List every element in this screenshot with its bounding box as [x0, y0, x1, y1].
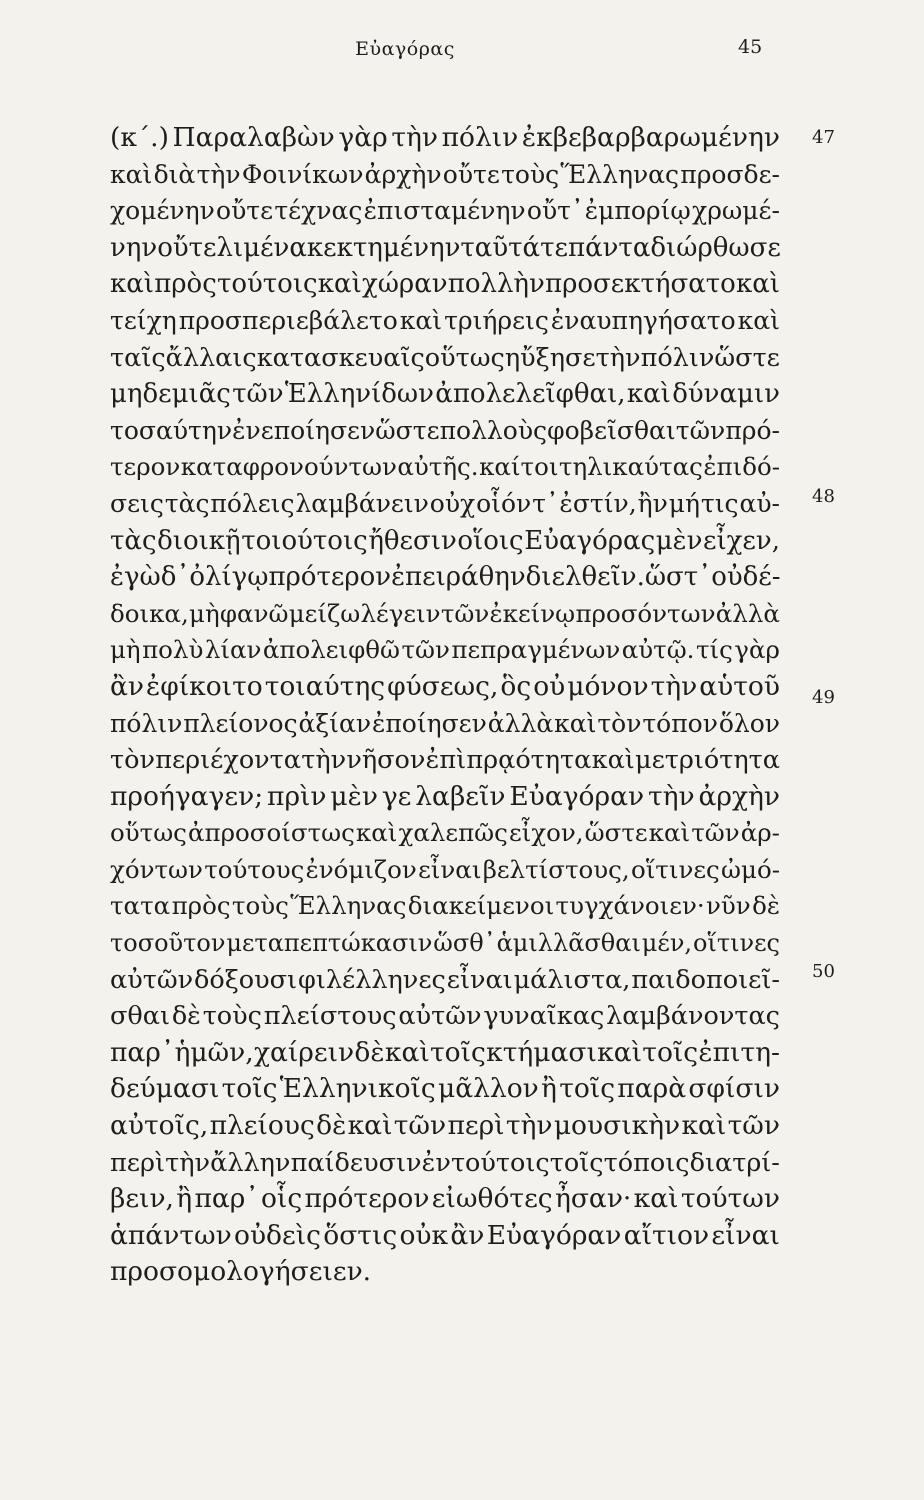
word: ὠμό- — [721, 854, 780, 884]
word: ἂν — [110, 670, 145, 702]
word: ὅλον — [718, 708, 780, 738]
word: προσπεριεβάλετο — [178, 305, 398, 335]
word: γε — [381, 780, 412, 812]
word: ὀλίγῳ — [189, 562, 269, 593]
word: ἐπιτη- — [698, 1036, 780, 1068]
text-line — [110, 815, 780, 852]
word: ὃς — [500, 670, 532, 702]
word: οὔτε — [157, 232, 217, 263]
margin-section-number: 49 — [812, 687, 835, 708]
word: νῦν — [706, 891, 751, 921]
word: τ᾽ — [532, 488, 559, 518]
word: διὰ — [153, 159, 196, 189]
word: οἵοις — [457, 525, 524, 556]
word: χώραν — [361, 269, 448, 300]
word: διώρθωσε — [650, 232, 781, 263]
word: τῶν — [393, 1110, 447, 1142]
word: εἶναι — [711, 1219, 780, 1251]
word: Ἑλληνικοῖς — [279, 1073, 436, 1105]
word: δέ- — [742, 562, 781, 593]
word: ἢν — [637, 488, 668, 518]
margin-section-number: 48 — [812, 486, 835, 507]
body-text — [110, 120, 780, 1291]
word: ὅστις — [323, 1219, 398, 1251]
word: πολλὴν — [447, 269, 545, 300]
page-number: 45 — [738, 36, 763, 58]
text-line — [110, 962, 780, 999]
word: ἀρχὴν — [364, 159, 442, 189]
text-line — [110, 340, 780, 377]
text-line — [110, 852, 780, 889]
word: ὥσθ᾽ — [433, 929, 496, 958]
word: τοὺς — [202, 1001, 262, 1032]
word: δὲ — [354, 1036, 385, 1068]
word: σφίσιν — [688, 1073, 780, 1105]
word: λαμβάνειν — [295, 488, 429, 518]
word: τείχη — [110, 305, 177, 335]
word: ἐποίησεν — [371, 708, 487, 738]
word: καὶ — [681, 1110, 727, 1142]
word: περὶ — [447, 1110, 505, 1142]
word: αἴτιον — [623, 1219, 710, 1251]
word: ἐμπορίῳ — [584, 196, 691, 226]
text-line — [110, 888, 780, 925]
word: Ἕλληνας — [560, 159, 680, 189]
word: καίτοι — [479, 452, 559, 482]
word: δὲ — [171, 1001, 201, 1032]
word: παρ᾽ — [110, 1036, 175, 1068]
word: Εὐαγόραν — [509, 780, 645, 812]
word: λαμβάνοντας — [606, 1001, 780, 1032]
word: τὰς — [164, 488, 210, 518]
word: εἶχεν, — [703, 525, 780, 556]
word: τῶν — [675, 415, 726, 445]
word: τὴν — [391, 122, 438, 153]
word: πλείους — [209, 1110, 315, 1142]
word: τοὺς — [501, 159, 560, 189]
word: σεις — [110, 488, 164, 518]
text-line — [110, 230, 780, 267]
word: οὔτ᾽ — [526, 196, 584, 226]
word: εἰωθότες — [431, 1183, 553, 1215]
word: παιδοποιεῖ- — [631, 964, 780, 995]
word: τὴν — [301, 745, 347, 776]
word: τὴν — [647, 780, 695, 812]
word: τὸν — [110, 745, 155, 776]
word: οὐκ — [399, 1219, 449, 1251]
text-line — [110, 1035, 780, 1072]
word: χόντων — [110, 854, 203, 884]
word: μὲν — [655, 525, 703, 556]
word: τοσαύτην — [110, 415, 233, 445]
word: αὑτοῦ — [699, 670, 780, 702]
word: μάλιστα, — [513, 964, 631, 995]
text-line — [110, 1108, 780, 1145]
word: οὕτως — [110, 818, 187, 848]
word: Εὐαγόρας — [524, 525, 656, 556]
word: ἀρχὴν — [698, 780, 780, 812]
word: προσεκτήσατο — [545, 269, 736, 300]
word: τῶν — [401, 635, 450, 665]
word: καὶ — [317, 269, 362, 300]
text-line — [110, 486, 780, 523]
word: ἀλλὰ — [715, 598, 780, 628]
word: καὶ — [633, 1183, 679, 1215]
word: γὰρ — [734, 635, 780, 665]
word: περιέχοντα — [155, 745, 302, 776]
word: ἢ — [541, 1073, 557, 1105]
word: πρότερον — [268, 562, 392, 593]
word: καὶ — [735, 269, 780, 300]
word: ἀξίαν — [298, 708, 372, 738]
word: τριήρεις — [444, 305, 549, 335]
word: προήγαγεν; — [110, 780, 264, 812]
text-line — [110, 559, 780, 596]
word: μείζω — [288, 598, 361, 628]
word: καὶ — [737, 305, 780, 335]
word: Ἕλληνας — [290, 891, 407, 921]
word: τὴν — [196, 159, 241, 189]
word: ἁπάντων — [110, 1219, 232, 1251]
word: ἐπειράθην — [391, 562, 526, 593]
word: τοῖς — [430, 1036, 486, 1068]
word: ἐνεποίησεν — [232, 415, 376, 445]
word: καὶ — [110, 269, 155, 300]
word: καὶ — [597, 1036, 642, 1068]
word: τηλικαύτας — [558, 452, 703, 482]
word: ἐπὶ — [425, 745, 467, 776]
word: αὐτῷ. — [621, 635, 695, 665]
word: φανῶ — [219, 598, 289, 628]
word: καὶ — [347, 1110, 393, 1142]
word: χαίρειν — [253, 1036, 355, 1068]
word: χαλεπῶς — [398, 818, 508, 848]
word: διατρί- — [689, 1147, 780, 1178]
word: διελθεῖν. — [525, 562, 645, 593]
word: τῶν — [232, 379, 284, 410]
word: ὥστε — [375, 415, 440, 445]
word: τῶν — [440, 598, 490, 628]
word: ἄλλαις — [165, 342, 257, 373]
word: οὔτε — [442, 159, 500, 189]
word: εἶχον, — [508, 818, 584, 848]
word: τὴν — [165, 1147, 210, 1178]
word: καὶ — [648, 818, 691, 848]
word: ἐστίν, — [559, 488, 637, 518]
word: ὥστε — [714, 342, 780, 373]
word: τὸν — [597, 708, 642, 738]
word: πρὸς — [154, 269, 217, 300]
word: ηὔξησε — [504, 342, 596, 373]
word: δόξουσι — [194, 964, 298, 995]
word: τούτοις — [216, 269, 318, 300]
word: μέν, — [641, 929, 693, 958]
word: τὴν — [595, 342, 641, 373]
word: μηδεμιᾶς — [110, 379, 231, 410]
word: λίαν — [204, 635, 262, 665]
running-head-title: Εὐαγόρας — [355, 38, 455, 60]
text-line — [110, 413, 780, 450]
text-line — [110, 925, 780, 962]
word: τούτοις — [450, 1147, 550, 1178]
word: τοιαύτης — [264, 670, 386, 702]
word: οὐδεὶς — [233, 1219, 321, 1251]
word: καὶ — [110, 159, 153, 189]
word: εἶναι — [446, 964, 513, 995]
word: μόνον — [567, 670, 649, 702]
word: ἀρ- — [740, 818, 780, 848]
word: πλείστους — [263, 1001, 397, 1032]
word: ἀλλὰ — [487, 708, 554, 738]
word: ἀπροσοίστως — [187, 818, 355, 848]
word: τῶν — [727, 1110, 780, 1142]
text-line — [110, 449, 780, 486]
word: δ᾽ — [160, 562, 190, 593]
word: ταῖς — [110, 342, 166, 373]
text-line — [110, 1145, 780, 1182]
word: διοικῇ — [157, 525, 241, 556]
word: πρότερον — [304, 1183, 430, 1215]
word: τυγχάνοιεν· — [555, 891, 705, 921]
word: δύναμιν — [672, 379, 780, 410]
word: κτήμασι — [486, 1036, 597, 1068]
margin-section-number: 50 — [812, 961, 835, 982]
word: τούτους — [204, 854, 305, 884]
word: δεύμασι — [110, 1073, 220, 1105]
word: τις — [700, 488, 739, 518]
word: αὐτῶν — [110, 964, 194, 995]
word: λιμένα — [216, 232, 307, 263]
text-line — [110, 303, 780, 340]
word: πόλιν — [441, 122, 519, 153]
word: Παραλαβὼν — [172, 122, 335, 153]
text-line — [110, 742, 780, 779]
word: πρὸς — [171, 891, 231, 921]
text-line — [110, 596, 780, 633]
word: καὶ — [554, 708, 597, 738]
word: ἐπιδό- — [703, 452, 780, 482]
word: φοβεῖσθαι — [547, 415, 676, 445]
word: Εὐαγόραν — [486, 1219, 622, 1251]
word: τερον — [110, 452, 181, 482]
word: πολὺ — [142, 635, 204, 665]
word: παίδευσιν — [290, 1147, 422, 1178]
word: τὰς — [110, 525, 157, 556]
word: σθαι — [110, 1001, 170, 1032]
word: ἐκείνῳ — [489, 598, 576, 628]
word: αὐ- — [739, 488, 780, 518]
word: ἀπολειφθῶ — [262, 635, 400, 665]
word: τὴν — [505, 1110, 553, 1142]
word: ἐπισταμένην — [363, 196, 526, 226]
word: γυναῖκας — [483, 1001, 605, 1032]
word: τοσοῦτον — [110, 929, 226, 958]
word: πρό- — [725, 415, 780, 445]
word: αὐτῆς. — [397, 452, 479, 482]
text-line — [110, 120, 780, 157]
word: βειν, — [110, 1183, 174, 1215]
word: οἵτινες — [630, 854, 720, 884]
word: οὕτως — [424, 342, 505, 373]
word: πρᾳότητα — [466, 745, 592, 776]
word: τέχνας — [274, 196, 363, 226]
word: πόλιν — [640, 342, 715, 373]
word: μὴ — [189, 598, 220, 628]
word: διακείμενοι — [407, 891, 555, 921]
word: Φοινίκων — [241, 159, 364, 189]
word: μὴ — [110, 635, 141, 665]
word: περὶ — [110, 1147, 165, 1178]
word: φύσεως, — [387, 670, 499, 702]
word: κεκτημένην — [306, 232, 461, 263]
word: βελτίστους, — [482, 854, 630, 884]
word: πρὶν — [267, 780, 327, 812]
word: μεταπεπτώκασιν — [226, 929, 433, 958]
word: πεπραγμένων — [451, 635, 621, 665]
text-line — [110, 998, 780, 1035]
word: νην — [110, 232, 158, 263]
word: καὶ — [384, 1036, 430, 1068]
word: οὔτε — [216, 196, 274, 226]
margin-section-number: 47 — [812, 127, 835, 148]
word: δοικα, — [110, 598, 189, 628]
word: χρωμέ- — [692, 196, 780, 226]
word: λέγειν — [360, 598, 441, 628]
word: καὶ — [591, 745, 635, 776]
word: παρ᾽ — [194, 1183, 259, 1215]
word: δὲ — [316, 1110, 347, 1142]
word: πλείονος — [183, 708, 298, 738]
word: λαβεῖν — [415, 780, 506, 812]
word: κατασκευαῖς — [256, 342, 425, 373]
word: ἢ — [176, 1183, 193, 1215]
text-line — [110, 193, 780, 230]
word: γὰρ — [338, 122, 388, 153]
word: τε — [540, 232, 568, 263]
word: οἷόν — [476, 488, 532, 518]
word: καταφρονούντων — [180, 452, 397, 482]
word: νῆσον — [346, 745, 426, 776]
text-line — [110, 523, 780, 560]
word: ἦσαν· — [554, 1183, 632, 1215]
word: προσδε- — [680, 159, 780, 189]
word: μετριότητα — [635, 745, 780, 776]
text-line — [110, 1071, 780, 1108]
word: χομένην — [110, 196, 215, 226]
word: μή — [668, 488, 700, 518]
word: ἡμῶν, — [174, 1036, 254, 1068]
text-line — [110, 266, 780, 303]
text-line — [110, 706, 780, 743]
word: ἤθεσιν — [368, 525, 457, 556]
word: τίς — [695, 635, 733, 665]
word: (κ΄.) — [110, 122, 169, 153]
word: οὐχ — [429, 488, 476, 518]
word: μουσικὴν — [553, 1110, 681, 1142]
word: ἐκβεβαρβαρωμένην — [521, 122, 780, 153]
word: Ἑλληνίδων — [284, 379, 434, 410]
word: παρὰ — [617, 1073, 687, 1105]
word: αὐτῶν — [398, 1001, 482, 1032]
word: καὶ — [355, 818, 398, 848]
word: μὲν — [330, 780, 378, 812]
word: πολλοὺς — [439, 415, 548, 445]
word: τούτων — [680, 1183, 780, 1215]
word: ἐγὼ — [110, 562, 161, 593]
word: ἂν — [450, 1219, 485, 1251]
text-line — [110, 376, 780, 413]
text-line: προσομολογήσειεν. — [110, 1256, 372, 1288]
word: οἷς — [260, 1183, 303, 1215]
word: τοῖς — [221, 1073, 278, 1105]
word: ἐφίκοιτο — [146, 670, 263, 702]
word: τόποις — [603, 1147, 690, 1178]
word: τόπον — [642, 708, 718, 738]
word: τοῖς — [642, 1036, 699, 1068]
text-line — [110, 1181, 780, 1218]
word: ἐνόμιζον — [305, 854, 417, 884]
word: τοῖς — [549, 1147, 604, 1178]
word: πάντα — [567, 232, 651, 263]
word: τὴν — [650, 670, 698, 702]
word: ἐναυπηγήσατο — [550, 305, 736, 335]
word: πόλιν — [110, 708, 183, 738]
word: πόλεις — [210, 488, 295, 518]
word: εἶναι — [418, 854, 482, 884]
word: οἵτινες — [692, 929, 780, 958]
word: προσόντων — [575, 598, 716, 628]
word: ταῦτά — [460, 232, 541, 263]
word: καὶ — [399, 305, 443, 335]
text-line — [110, 157, 780, 194]
word: ἀπολελεῖφθαι, — [435, 379, 626, 410]
word: τοιούτοις — [241, 525, 368, 556]
text-line — [110, 669, 780, 706]
word: τοῖς — [559, 1073, 616, 1105]
word: ὥστε — [584, 818, 648, 848]
word: τατα — [110, 891, 171, 921]
word: καὶ — [626, 379, 671, 410]
word: τῶν — [691, 818, 740, 848]
text-line — [110, 779, 780, 816]
word: οὐ — [711, 562, 743, 593]
text-line — [110, 632, 780, 669]
word: ὥστ᾽ — [644, 562, 712, 593]
word: ἁμιλλᾶσθαι — [496, 929, 641, 958]
word: φιλέλληνες — [297, 964, 446, 995]
word: ἐν — [421, 1147, 451, 1178]
word: οὐ — [533, 670, 566, 702]
word: μᾶλλον — [438, 1073, 539, 1105]
text-line — [110, 1218, 780, 1255]
word: τοὺς — [231, 891, 289, 921]
word: ἄλλην — [210, 1147, 291, 1178]
word: δὲ — [752, 891, 780, 921]
word: αὐτοῖς, — [110, 1110, 209, 1142]
